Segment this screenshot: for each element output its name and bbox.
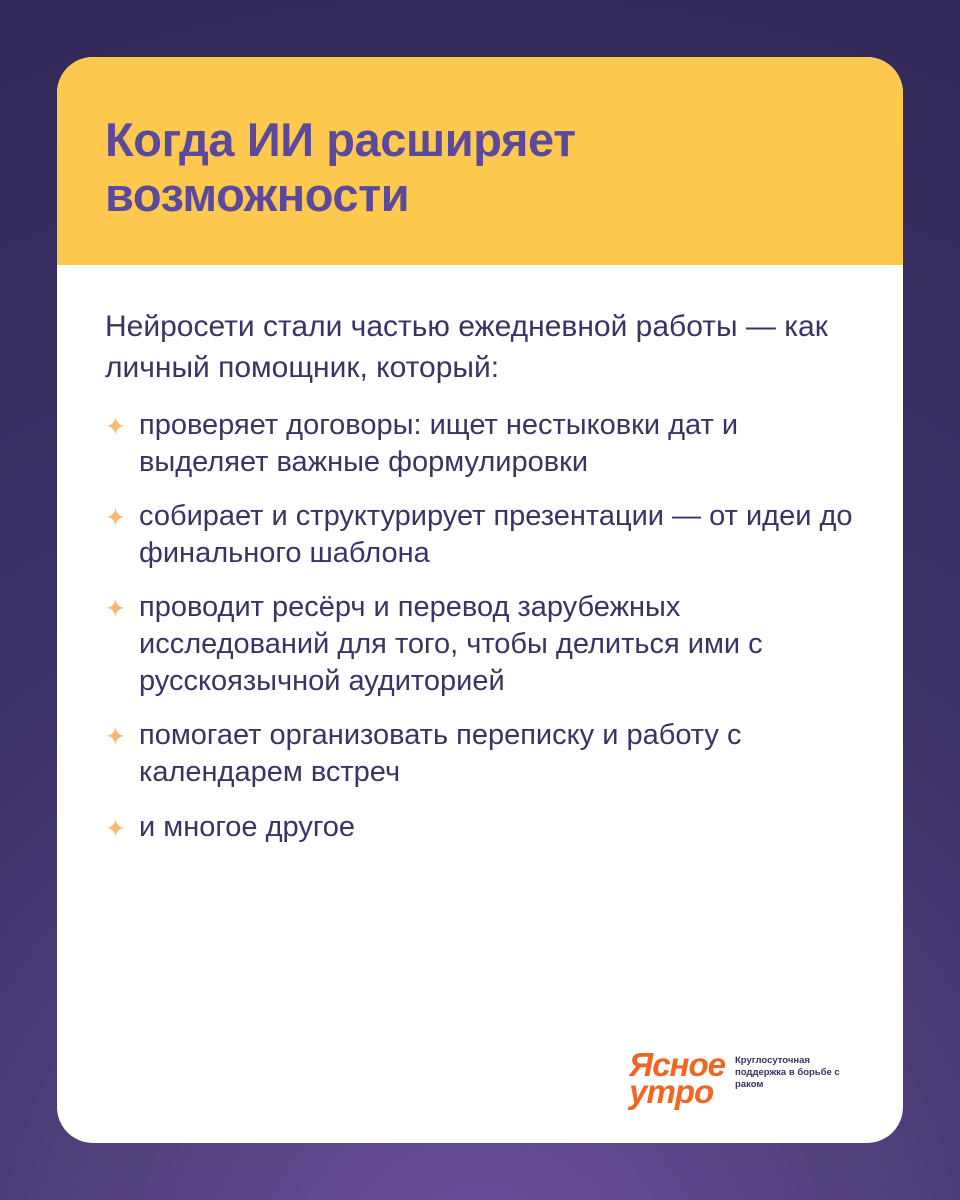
sparkle-icon: ✦ — [105, 503, 126, 532]
list-item-label: и многое другое — [139, 810, 356, 843]
list-item — [105, 589, 855, 700]
sparkle-icon: ✦ — [105, 814, 126, 843]
sparkle-icon: ✦ — [105, 595, 126, 623]
logo-word-utro: утро — [629, 1072, 714, 1110]
list-item-label: помогает организовать переписку и работу с календарем встреч — [139, 719, 742, 789]
intro-paragraph: Нейросети стали частью ежедневной работы — как личный помощник, который: — [105, 309, 828, 384]
list-item-label: проверяет договоры: ищет нестыковки дат и выделяет важные формулировки — [139, 408, 739, 478]
logo-word-yasnoe: Ясное — [629, 1045, 725, 1083]
card-header — [57, 57, 903, 265]
list-item-label: собирает и структурирует презентации — от идеи до финального шаблона — [139, 499, 853, 569]
list-item — [105, 809, 855, 846]
sparkle-icon: ✦ — [105, 412, 126, 441]
card-body — [57, 265, 903, 1143]
page-title: Когда ИИ расширяет возможности — [105, 113, 576, 221]
content-card — [57, 57, 903, 1143]
brand-logo — [629, 1045, 855, 1110]
list-item — [105, 498, 855, 572]
list-item-label: проводит ресёрч и перевод зарубежных исследований для того, чтобы делиться ими с русскоязычной аудиторией — [139, 591, 763, 698]
bullet-list — [105, 407, 855, 846]
logo-wordmark — [629, 1045, 725, 1110]
list-item — [105, 717, 855, 791]
sparkle-icon: ✦ — [105, 723, 126, 752]
list-item — [105, 407, 855, 481]
logo-tagline: Круглосуточная поддержка в борьбе с раком — [735, 1054, 840, 1090]
